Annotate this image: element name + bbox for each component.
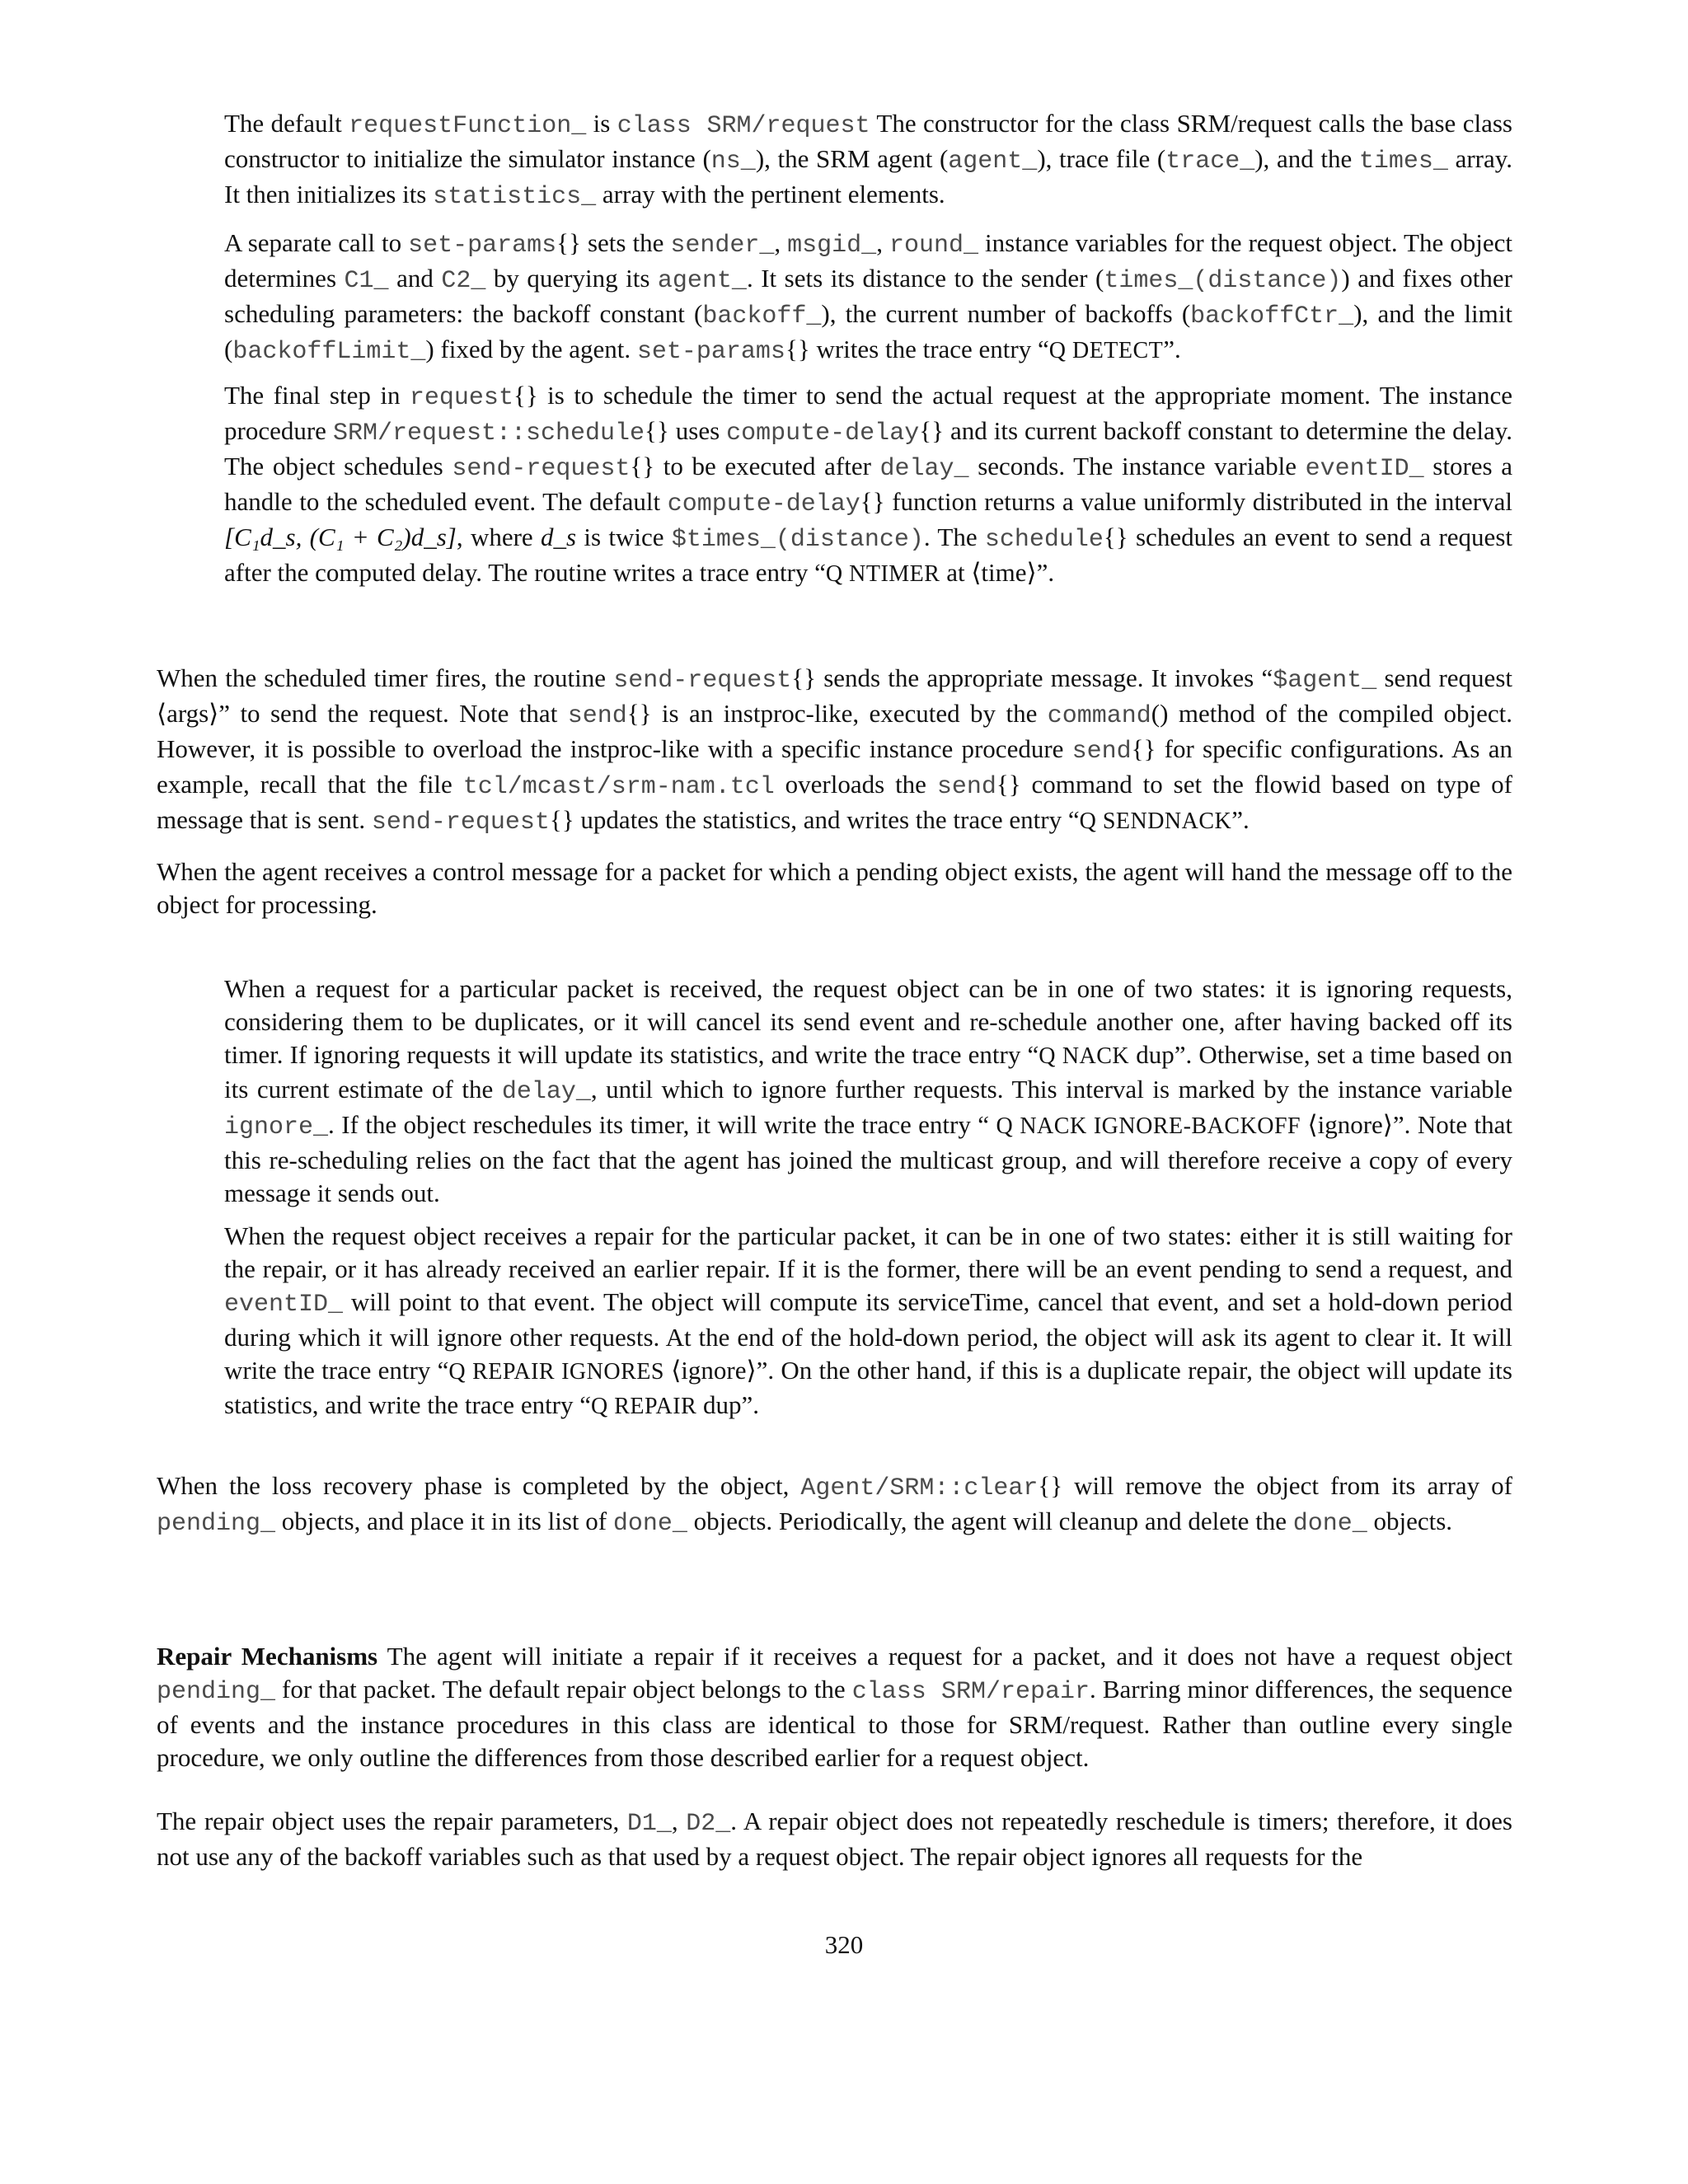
text-run: stores a handle to the scheduled event. The default [224, 452, 1512, 516]
code-term: request [409, 384, 513, 412]
text-run: ), and the [1254, 144, 1359, 173]
text-run: When a request for a particular packet is received, the request object can be in one of two states: it is ignoring requests, considering them to be duplicates, or it will cancel its send event and re-schedule another one, after having backed off its timer. If ignoring requests it will update its statistics, and write the trace entry “ [224, 974, 1512, 1069]
text-run: by querying its [485, 264, 658, 293]
text-run: The default [224, 109, 349, 138]
text-run: ), trace file ( [1037, 144, 1166, 173]
code-term: backoff_ [702, 302, 822, 330]
text-run: seconds. The instance variable [968, 452, 1306, 480]
code-term: statistics_ [433, 183, 597, 211]
code-term: delay_ [501, 1078, 591, 1106]
code-term: SRM/request::schedule [332, 419, 645, 448]
paragraph-9 [157, 1640, 1512, 1774]
text-run: overloads the [774, 770, 937, 799]
text-run: {} function returns a value uniformly distributed in the interval [860, 487, 1512, 516]
code-term: backoffCtr_ [1190, 302, 1354, 330]
text-run: , until which to ignore further requests. This interval is marked by the instance variable [590, 1075, 1512, 1104]
page-number: 320 [824, 1930, 864, 1959]
text-run: When the scheduled timer fires, the routine [157, 663, 614, 692]
text-run: objects, and place it in its list of [275, 1507, 613, 1535]
code-term: done_ [612, 1510, 687, 1538]
text-run: . Barring minor differences, the sequence of events and the instance procedures in this class are identical to those for SRM/request. Rather than outline every single procedure, we only outline the differences from those described earlier for a request object. [157, 1675, 1513, 1772]
text-run: , [671, 1807, 687, 1835]
code-term: send-request [613, 667, 792, 695]
paragraph-10 [157, 1805, 1512, 1873]
paragraph-3 [224, 379, 1512, 591]
paragraph-1 [224, 107, 1512, 213]
trace-keyword: Q NACK IGNORE-BACKOFF [996, 1113, 1301, 1139]
code-term: requestFunction_ [349, 112, 587, 140]
text-run: ), and the limit ( [224, 299, 1512, 363]
code-term: $times_(distance) [671, 526, 924, 554]
text-run: ), the current number of backoffs ( [821, 299, 1191, 328]
text-run: {} is an instproc-like, executed by the [626, 699, 1048, 728]
text-run: ”. [1231, 805, 1250, 834]
trace-keyword: Q DETECT [1048, 338, 1164, 363]
text-run: for that packet. The default repair object belongs to the [275, 1675, 852, 1704]
code-term: C2_ [441, 267, 486, 295]
text-run: The constructor for the class SRM/request calls the base class constructor to initialize the simulator instance ( [224, 109, 1512, 173]
code-term: send [567, 702, 627, 730]
code-term: eventID_ [1305, 455, 1424, 483]
code-term: trace_ [1165, 148, 1255, 176]
code-term: compute-delay [667, 490, 860, 518]
code-term: pending_ [157, 1510, 276, 1538]
text-run: , [876, 228, 889, 257]
code-term: ns_ [710, 148, 756, 176]
text-run: send request ⟨args⟩” to send the request. Note that [157, 663, 1512, 728]
text-run: objects. [1367, 1507, 1453, 1535]
text-run: {} and its current backoff constant to determine the delay. The object schedules [224, 416, 1512, 480]
text-run: . The [923, 523, 985, 551]
text-run: . If the object reschedules its timer, it will write the trace entry “ [328, 1110, 996, 1139]
text-run: {} uses [645, 416, 727, 445]
text-run: {} writes the trace entry “ [785, 335, 1049, 363]
trace-keyword: Q NACK [1039, 1043, 1130, 1069]
text-run: ), the SRM agent ( [755, 144, 949, 173]
code-term: C1_ [344, 267, 389, 295]
code-term: agent_ [948, 148, 1038, 176]
text-run: , [774, 228, 788, 257]
code-term: pending_ [157, 1678, 276, 1706]
code-term: set-params [636, 338, 785, 366]
text-run: dup”. [696, 1390, 760, 1419]
text-run: at ⟨time⟩”. [940, 558, 1055, 587]
code-term: round_ [889, 232, 979, 260]
text-run: dup”. Otherwise, set a time based on its current estimate of the [224, 1040, 1513, 1104]
text-run: ”. [1163, 335, 1181, 363]
code-term: D1_ [626, 1810, 672, 1838]
code-term: command [1047, 702, 1151, 730]
text-run: ⟨ignore⟩”. Note that this re-scheduling relies on the fact that the agent has joined the multicast group, and will therefore receive a copy of every message it sends out. [224, 1110, 1512, 1207]
code-term: eventID_ [224, 1291, 344, 1319]
paragraph-heading: Repair Mechanisms [157, 1642, 378, 1671]
code-term: send [1071, 738, 1132, 766]
code-term: delay_ [879, 455, 969, 483]
text-run: ) and fixes other scheduling parameters: the backoff constant ( [224, 264, 1512, 328]
paragraph-4 [157, 662, 1512, 839]
text-run: ⟨ignore⟩”. On the other hand, if this is a duplicate repair, the object will update its statistics, and write the trace entry “ [224, 1356, 1512, 1419]
text-run: When the agent receives a control message for a packet for which a pending object exists, the agent will hand the message off to the object for processing. [157, 857, 1512, 919]
text-run: When the request object receives a repair for the particular packet, it can be in one of two states: either it is still waiting for the repair, or it has already received an earlier repair. If it is the former, there will be an event pending to send a request, and [224, 1221, 1512, 1283]
code-term: msgid_ [787, 232, 877, 260]
text-run: A separate call to [224, 228, 409, 257]
text-run: instance variables for the request object. The object determines [224, 228, 1513, 293]
code-term: schedule [984, 526, 1104, 554]
code-term: sender_ [670, 232, 775, 260]
text-run: array. It then initializes its [224, 144, 1512, 209]
text-run: {} will remove the object from its array of [1038, 1471, 1512, 1500]
text-run: The agent will initiate a repair if it receives a request for a packet, and it does not have a request object [377, 1642, 1512, 1671]
text-run: and [388, 264, 442, 293]
code-term: class SRM/request [617, 112, 870, 140]
text-run: , where [456, 523, 541, 551]
text-run: {} for specific configurations. As an example, recall that the file [157, 734, 1512, 799]
text-run: is [586, 109, 617, 138]
code-term: send-request [371, 808, 550, 837]
text-run: {} command to set the flowid based on type of message that is sent. [157, 770, 1512, 834]
text-run: . It sets its distance to the sender ( [746, 264, 1104, 293]
code-term: class SRM/repair [851, 1678, 1090, 1706]
text-run: ) fixed by the agent. [425, 335, 637, 363]
code-term: times_(distance) [1104, 267, 1342, 295]
paragraph-2 [224, 227, 1512, 368]
text-run: . A repair object does not repeatedly reschedule is timers; therefore, it does not use any of the backoff variables such as that used by a request object. The repair object ignores all requests for the [157, 1807, 1512, 1871]
code-term: tcl/mcast/srm-nam.tcl [462, 773, 775, 801]
trace-keyword: Q REPAIR [591, 1394, 697, 1419]
text-run: {} sends the appropriate message. It invokes “ [791, 663, 1273, 692]
paragraph-5 [157, 855, 1512, 921]
code-term: times_ [1358, 148, 1448, 176]
text-run: objects. Periodically, the agent will cleanup and delete the [687, 1507, 1293, 1535]
code-term: send-request [452, 455, 631, 483]
trace-keyword: Q REPAIR IGNORES [448, 1359, 664, 1385]
code-term: D2_ [686, 1810, 731, 1838]
code-term: set-params [408, 232, 557, 260]
code-term: $agent_ [1273, 667, 1377, 695]
text-run: is twice [576, 523, 672, 551]
code-term: compute-delay [726, 419, 920, 448]
text-run: {} is to schedule the timer to send the actual request at the appropriate moment. The instance procedure [224, 381, 1512, 445]
math-expression: [C₁d_s, (C₁ + C₂)d_s] [224, 523, 457, 551]
paragraph-8 [157, 1469, 1512, 1540]
code-term: agent_ [657, 267, 747, 295]
code-term: Agent/SRM::clear [800, 1474, 1039, 1502]
paragraph-7 [224, 1220, 1512, 1423]
code-term: ignore_ [224, 1113, 329, 1141]
code-term: backoffLimit_ [232, 338, 426, 366]
code-term: done_ [1292, 1510, 1367, 1538]
text-run: {} updates the statistics, and writes the trace entry “ [549, 805, 1080, 834]
text-run: {} sets the [556, 228, 671, 257]
paragraph-6 [224, 972, 1512, 1210]
code-term: send [936, 773, 996, 801]
text-run: {} to be executed after [630, 452, 880, 480]
text-run: will point to that event. The object will compute its serviceTime, cancel that event, and set a hold-down period during which it will ignore other requests. At the end of the hold-down period, the object will ask its agent to clear it. It will write the trace entry “ [224, 1287, 1512, 1385]
text-run: When the loss recovery phase is completed by the object, [157, 1471, 801, 1500]
trace-keyword: Q SENDNACK [1079, 808, 1232, 834]
text-run: The repair object uses the repair parameters, [157, 1807, 627, 1835]
text-run: array with the pertinent elements. [596, 180, 945, 209]
math-expression: d_s [540, 523, 577, 551]
text-run: () method of the compiled object. However, it is possible to overload the instproc-like with a specific instance procedure [157, 699, 1512, 763]
text-run: {} schedules an event to send a request after the computed delay. The routine writes a trace entry “ [224, 523, 1512, 587]
text-run: The final step in [224, 381, 410, 410]
trace-keyword: Q NTIMER [825, 561, 940, 587]
